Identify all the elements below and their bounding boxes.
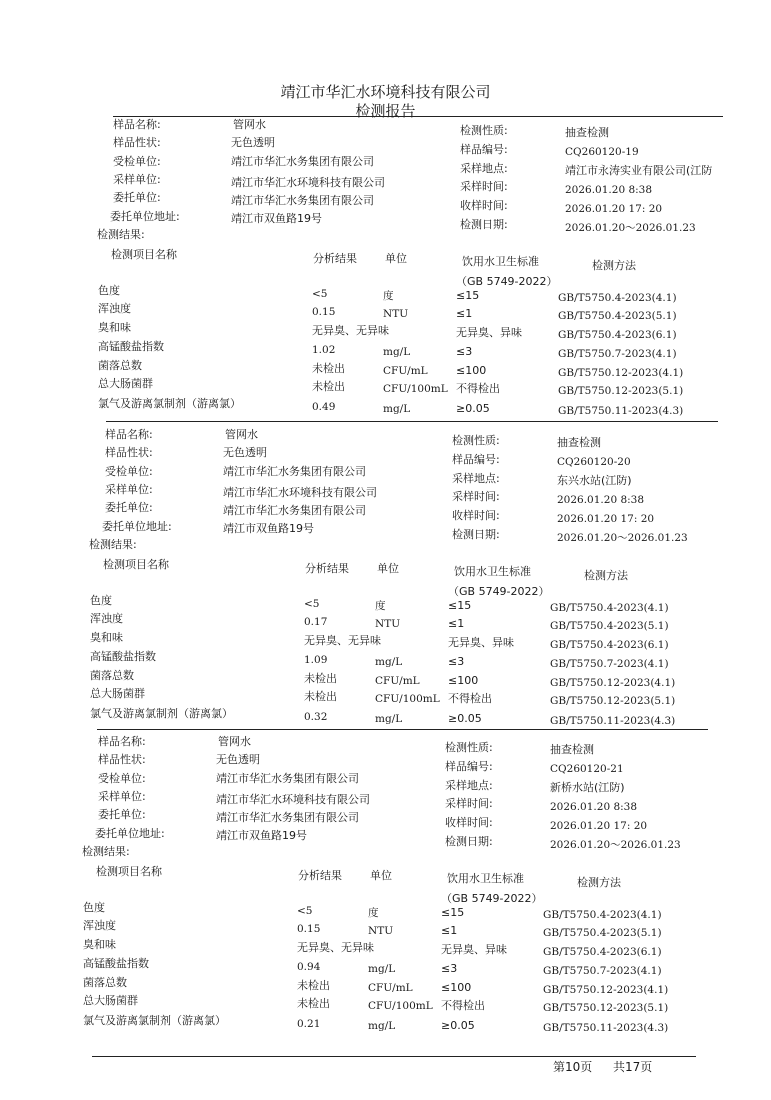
sampling-unit-value: 靖江市华汇水环境科技有限公司	[216, 793, 370, 806]
test-date-label: 检测日期:	[460, 218, 508, 231]
item-name: 总大肠菌群	[83, 994, 138, 1007]
standard-value: ≤3	[441, 962, 458, 975]
col-standard-header: 饮用水卫生标准	[462, 255, 539, 268]
sampling-unit-label: 采样单位:	[98, 790, 146, 803]
standard-value: ≤1	[448, 617, 465, 630]
result-value: 无异臭、无异味	[297, 941, 374, 954]
unit-value: NTU	[375, 618, 401, 630]
entrust-address-label: 委托单位地址:	[102, 520, 172, 533]
method-value: GB/T5750.7-2023(4.1)	[543, 965, 662, 977]
col-item-header: 检测项目名称	[103, 558, 169, 571]
standard-value: 不得检出	[456, 382, 500, 395]
method-value: GB/T5750.7-2023(4.1)	[558, 348, 677, 360]
col-unit-header: 单位	[377, 562, 399, 575]
inspected-unit-value: 靖江市华汇水务集团有限公司	[216, 772, 359, 785]
standard-value: ≥0.05	[448, 712, 482, 725]
sampling-time-label: 采样时间:	[445, 797, 493, 810]
item-name: 高锰酸盐指数	[98, 340, 164, 353]
entrust-address-value: 靖江市双鱼路19号	[223, 522, 314, 535]
result-value: 1.09	[304, 654, 328, 666]
unit-value: NTU	[368, 925, 394, 937]
method-value: GB/T5750.11-2023(4.3)	[550, 715, 676, 727]
sample-name-value: 管网水	[218, 735, 251, 748]
entrust-unit-value: 靖江市华汇水务集团有限公司	[216, 811, 359, 824]
col-unit-header: 单位	[370, 869, 392, 882]
test-nature-value: 抽查检测	[550, 743, 594, 756]
method-value: GB/T5750.11-2023(4.3)	[543, 1022, 669, 1034]
test-nature-label: 检测性质:	[460, 124, 508, 137]
standard-value: 不得检出	[448, 692, 492, 705]
sampling-site-value: 新桥水站(江防)	[550, 781, 625, 794]
section-divider	[97, 729, 708, 730]
result-value: 未检出	[304, 690, 337, 703]
inspected-unit-label: 受检单位:	[98, 772, 146, 785]
sample-no-value: CQ260120-19	[565, 146, 639, 158]
unit-value: CFU/100mL	[383, 383, 448, 395]
sample-name-label: 样品名称:	[113, 118, 161, 131]
method-value: GB/T5750.4-2023(4.1)	[558, 292, 677, 304]
sampling-site-value: 靖江市永涛实业有限公司(江防	[565, 164, 713, 177]
receive-time-value: 2026.01.20 17: 20	[565, 203, 663, 215]
standard-value: 无异臭、异味	[441, 943, 507, 956]
method-value: GB/T5750.4-2023(6.1)	[558, 329, 677, 341]
test-nature-value: 抽查检测	[557, 436, 601, 449]
receive-time-value: 2026.01.20 17: 20	[557, 513, 655, 525]
col-standard-ref: （GB 5749-2022）	[441, 892, 543, 905]
receive-time-label: 收样时间:	[460, 199, 508, 212]
standard-value: ≤3	[448, 655, 465, 668]
result-value: 无异臭、无异味	[312, 324, 389, 337]
unit-value: CFU/100mL	[368, 1000, 433, 1012]
unit-value: CFU/100mL	[375, 693, 440, 705]
standard-value: ≤100	[448, 674, 479, 687]
sample-property-label: 样品性状:	[105, 446, 153, 459]
unit-value: CFU/mL	[375, 675, 420, 687]
sample-property-label: 样品性状:	[113, 136, 161, 149]
unit-value: 度	[375, 600, 386, 612]
standard-value: ≤15	[448, 599, 472, 612]
standard-value: 无异臭、异味	[448, 636, 514, 649]
method-value: GB/T5750.4-2023(5.1)	[558, 310, 677, 322]
standard-value: ≥0.05	[441, 1019, 475, 1032]
sampling-time-value: 2026.01.20 8:38	[557, 494, 645, 506]
result-value: 0.17	[304, 616, 328, 628]
item-name: 臭和味	[98, 321, 131, 334]
method-value: GB/T5750.7-2023(4.1)	[550, 658, 669, 670]
item-name: 色度	[83, 901, 105, 914]
unit-value: 度	[368, 907, 379, 919]
col-standard-ref: （GB 5749-2022）	[448, 585, 550, 598]
unit-value: CFU/mL	[368, 982, 413, 994]
result-value: 0.49	[312, 401, 336, 413]
sampling-unit-label: 采样单位:	[113, 173, 161, 186]
test-date-value: 2026.01.20～2026.01.23	[565, 222, 696, 234]
col-result-header: 分析结果	[313, 252, 357, 265]
sampling-site-label: 采样地点:	[452, 472, 500, 485]
test-date-label: 检测日期:	[445, 835, 493, 848]
receive-time-label: 收样时间:	[452, 509, 500, 522]
standard-value: ≤15	[456, 289, 480, 302]
sample-name-label: 样品名称:	[105, 428, 153, 441]
item-name: 臭和味	[90, 631, 123, 644]
item-name: 氯气及游离氯制剂（游离氯）	[83, 1014, 226, 1027]
unit-value: 度	[383, 290, 394, 302]
method-value: GB/T5750.12-2023(5.1)	[543, 1002, 669, 1014]
col-standard-header: 饮用水卫生标准	[447, 872, 524, 885]
col-standard-header: 饮用水卫生标准	[454, 565, 531, 578]
method-value: GB/T5750.4-2023(6.1)	[550, 639, 669, 651]
sampling-time-value: 2026.01.20 8:38	[550, 801, 638, 813]
item-name: 总大肠菌群	[98, 377, 153, 390]
item-name: 浑浊度	[90, 612, 123, 625]
entrust-address-value: 靖江市双鱼路19号	[216, 829, 307, 842]
sample-property-value: 无色透明	[216, 753, 260, 766]
result-value: 0.32	[304, 711, 328, 723]
col-method-header: 检测方法	[592, 259, 636, 272]
col-item-header: 检测项目名称	[111, 248, 177, 261]
results-label: 检测结果:	[97, 228, 145, 241]
unit-value: mg/L	[375, 656, 403, 668]
page-number: 第10页	[553, 1060, 593, 1074]
standard-value: 不得检出	[441, 999, 485, 1012]
result-value: 未检出	[312, 380, 345, 393]
standard-value: ≥0.05	[456, 402, 490, 415]
standard-value: ≤100	[456, 364, 487, 377]
method-value: GB/T5750.12-2023(4.1)	[558, 367, 684, 379]
item-name: 色度	[98, 284, 120, 297]
item-name: 氯气及游离氯制剂（游离氯）	[90, 707, 233, 720]
sample-name-value: 管网水	[233, 118, 266, 131]
item-name: 浑浊度	[98, 302, 131, 315]
item-name: 高锰酸盐指数	[90, 650, 156, 663]
method-value: GB/T5750.4-2023(6.1)	[543, 946, 662, 958]
method-value: GB/T5750.12-2023(4.1)	[550, 677, 676, 689]
standard-value: ≤15	[441, 906, 465, 919]
result-value: 0.21	[297, 1018, 321, 1030]
test-date-value: 2026.01.20～2026.01.23	[550, 839, 681, 851]
sampling-time-label: 采样时间:	[460, 180, 508, 193]
test-nature-label: 检测性质:	[445, 741, 493, 754]
standard-value: ≤100	[441, 981, 472, 994]
report-title: 检测报告	[355, 102, 416, 120]
item-name: 菌落总数	[90, 669, 134, 682]
item-name: 浑浊度	[83, 919, 116, 932]
standard-value: ≤3	[456, 345, 473, 358]
sample-name-value: 管网水	[225, 428, 258, 441]
test-date-value: 2026.01.20～2026.01.23	[557, 532, 688, 544]
entrust-address-label: 委托单位地址:	[110, 210, 180, 223]
entrust-unit-label: 委托单位:	[98, 808, 146, 821]
result-value: 无异臭、无异味	[304, 634, 381, 647]
sampling-site-label: 采样地点:	[445, 779, 493, 792]
item-name: 高锰酸盐指数	[83, 957, 149, 970]
item-name: 臭和味	[83, 938, 116, 951]
sampling-time-value: 2026.01.20 8:38	[565, 184, 653, 196]
sampling-unit-value: 靖江市华汇水环境科技有限公司	[231, 176, 385, 189]
sample-no-value: CQ260120-20	[557, 456, 631, 468]
col-standard-ref: （GB 5749-2022）	[456, 275, 558, 288]
method-value: GB/T5750.4-2023(5.1)	[550, 620, 669, 632]
sample-name-label: 样品名称:	[98, 735, 146, 748]
item-name: 菌落总数	[83, 976, 127, 989]
entrust-address-label: 委托单位地址:	[95, 827, 165, 840]
sampling-site-value: 东兴水站(江防)	[557, 474, 632, 487]
inspected-unit-label: 受检单位:	[105, 465, 153, 478]
receive-time-label: 收样时间:	[445, 816, 493, 829]
result-value: 未检出	[304, 672, 337, 685]
result-value: 未检出	[297, 979, 330, 992]
results-label: 检测结果:	[82, 845, 130, 858]
col-result-header: 分析结果	[305, 562, 349, 575]
sample-property-value: 无色透明	[231, 136, 275, 149]
result-value: 未检出	[312, 362, 345, 375]
col-method-header: 检测方法	[584, 569, 628, 582]
item-name: 菌落总数	[98, 359, 142, 372]
entrust-unit-label: 委托单位:	[105, 501, 153, 514]
sample-no-label: 样品编号:	[460, 143, 508, 156]
method-value: GB/T5750.11-2023(4.3)	[558, 405, 684, 417]
receive-time-value: 2026.01.20 17: 20	[550, 820, 648, 832]
unit-value: mg/L	[383, 403, 411, 415]
col-unit-header: 单位	[385, 252, 407, 265]
standard-value: ≤1	[441, 924, 458, 937]
result-value: 1.02	[312, 344, 336, 356]
unit-value: CFU/mL	[383, 365, 428, 377]
sample-property-value: 无色透明	[223, 446, 267, 459]
method-value: GB/T5750.12-2023(5.1)	[558, 385, 684, 397]
col-method-header: 检测方法	[577, 876, 621, 889]
entrust-unit-value: 靖江市华汇水务集团有限公司	[223, 504, 366, 517]
item-name: 色度	[90, 594, 112, 607]
unit-value: mg/L	[375, 713, 403, 725]
test-nature-label: 检测性质:	[452, 434, 500, 447]
sampling-unit-label: 采样单位:	[105, 483, 153, 496]
method-value: GB/T5750.4-2023(4.1)	[543, 909, 662, 921]
sample-property-label: 样品性状:	[98, 753, 146, 766]
method-value: GB/T5750.12-2023(5.1)	[550, 695, 676, 707]
result-value: <5	[304, 598, 320, 610]
unit-value: mg/L	[383, 346, 411, 358]
standard-value: 无异臭、异味	[456, 326, 522, 339]
result-value: <5	[297, 905, 313, 917]
result-value: 未检出	[297, 997, 330, 1010]
col-result-header: 分析结果	[298, 869, 342, 882]
method-value: GB/T5750.4-2023(5.1)	[543, 927, 662, 939]
inspected-unit-value: 靖江市华汇水务集团有限公司	[231, 155, 374, 168]
sample-no-label: 样品编号:	[452, 453, 500, 466]
entrust-address-value: 靖江市双鱼路19号	[231, 212, 322, 225]
sampling-time-label: 采样时间:	[452, 490, 500, 503]
item-name: 氯气及游离氯制剂（游离氯）	[98, 397, 241, 410]
inspected-unit-value: 靖江市华汇水务集团有限公司	[223, 465, 366, 478]
results-label: 检测结果:	[89, 538, 137, 551]
test-nature-value: 抽查检测	[565, 126, 609, 139]
entrust-unit-value: 靖江市华汇水务集团有限公司	[231, 194, 374, 207]
standard-value: ≤1	[456, 307, 473, 320]
company-title: 靖江市华汇水环境科技有限公司	[280, 83, 491, 101]
page-total: 共17页	[613, 1060, 653, 1074]
sample-no-value: CQ260120-21	[550, 763, 624, 775]
result-value: 0.15	[312, 306, 336, 318]
result-value: 0.94	[297, 961, 321, 973]
item-name: 总大肠菌群	[90, 687, 145, 700]
entrust-unit-label: 委托单位:	[113, 191, 161, 204]
sampling-site-label: 采样地点:	[460, 162, 508, 175]
unit-value: NTU	[383, 308, 409, 320]
unit-value: mg/L	[368, 1020, 396, 1032]
inspected-unit-label: 受检单位:	[113, 155, 161, 168]
footer-line	[92, 1056, 696, 1057]
method-value: GB/T5750.12-2023(4.1)	[543, 984, 669, 996]
sampling-unit-value: 靖江市华汇水环境科技有限公司	[223, 486, 377, 499]
result-value: <5	[312, 288, 328, 300]
col-item-header: 检测项目名称	[96, 865, 162, 878]
test-date-label: 检测日期:	[452, 528, 500, 541]
sample-no-label: 样品编号:	[445, 760, 493, 773]
method-value: GB/T5750.4-2023(4.1)	[550, 602, 669, 614]
unit-value: mg/L	[368, 963, 396, 975]
result-value: 0.15	[297, 923, 321, 935]
